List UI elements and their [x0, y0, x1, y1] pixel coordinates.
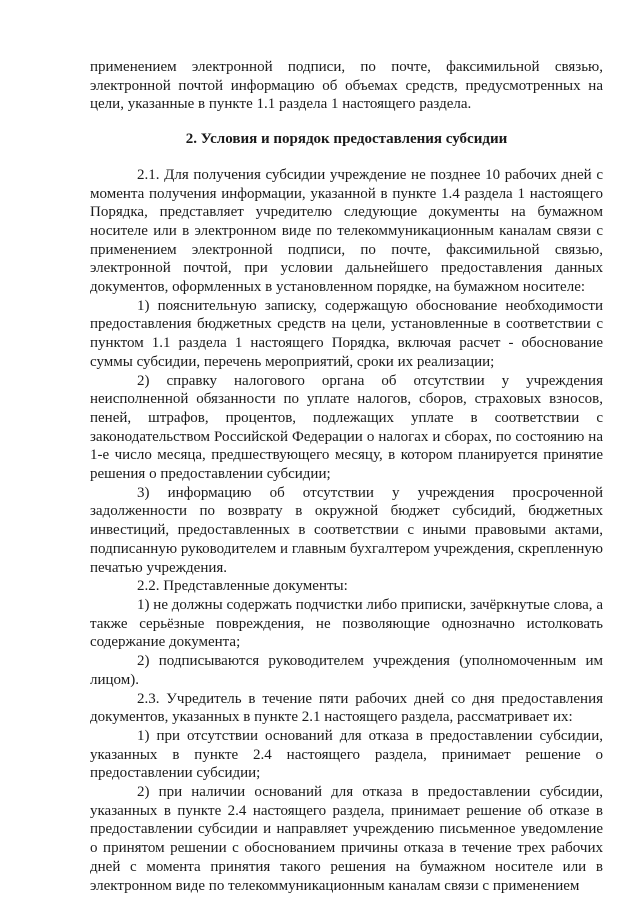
paragraph-2-3: 2.3. Учредитель в течение пяти рабочих дней со дня предоставления документов, указанных в пункте 2.1 настоящего раздела, рассматривает их: [90, 690, 603, 726]
paragraph-2-1-item-3: 3) информацию об отсутствии у учреждения просроченной задолженности по возврату в окружной бюджет субсидий, бюджетных инвестиций, предоставленных в соответствии с иными правовыми актами, подписанную руководителем и главным бухгалтером учреждения, скрепленную печатью учреждения. [90, 484, 603, 576]
paragraph-2-1-item-2: 2) справку налогового органа об отсутствии у учреждения неисполненной обязанности по уплате налогов, сборов, страховых взносов, пеней, штрафов, процентов, подлежащих уплате в соответствии с законодательством Российской Федерации о налогах и сборах, по состоянию на 1-е число месяца, предшествующего месяцу, в котором планируется принятие решения о предоставлении субсидии; [90, 372, 603, 483]
paragraph-2-3-item-1: 1) при отсутствии оснований для отказа в предоставлении субсидии, указанных в пункте 2.4 настоящего раздела, принимает решение о предоставлении субсидии; [90, 727, 603, 782]
intro-paragraph: применением электронной подписи, по почте, факсимильной связью, электронной почтой информацию об объемах средств, предусмотренных на цели, указанные в пункте 1.1 раздела 1 настоящего раздела. [90, 59, 603, 113]
paragraph-2-2-item-1: 1) не должны содержать подчистки либо приписки, зачёркнутые слова, а также серьёзные повреждения, не позволяющие однозначно истолковать содержание документа; [90, 596, 603, 651]
section-title: 2. Условия и порядок предоставления субсидии [185, 131, 508, 148]
paragraph-2-3-item-2: 2) при наличии оснований для отказа в предоставлении субсидии, указанных в пункте 2.4 настоящего раздела, принимает решение об отказе в предоставлении субсидии и направляет учреждению письменное уведомление о принятом решении с обоснованием причины отказа в течение трех рабочих дней с момента принятия такого решения на бумажном носителе или в электронном виде по телекоммуникационным каналам связи с применением [90, 784, 603, 894]
paragraph-2-2-item-2: 2) подписываются руководителем учреждения (уполномоченным им лицом). [90, 653, 603, 688]
paragraph-2-2: 2.2. Представленные документы: [137, 578, 348, 595]
paragraph-2-1: 2.1. Для получения субсидии учреждение не позднее 10 рабочих дней с момента получения информации, указанной в пункте 1.4 раздела 1 настоящего Порядка, представляет учредителю следующие документы на бумажном носителе или в электронном виде по телекоммуникационным каналам связи с применением электронной подписи, по почте, факсимильной связью, электронной почтой, при условии дальнейшего предоставления данных документов, оформленных в установленном порядке, на бумажном носителе: [90, 166, 603, 296]
paragraph-2-1-item-1: 1) пояснительную записку, содержащую обоснование необходимости предоставления бюджетных средств на цели, установленные в соответствии с пунктом 1.1 раздела 1 настоящего Порядка, включая расчет - обоснование суммы субсидии, перечень мероприятий, сроки их реализации; [90, 297, 603, 370]
